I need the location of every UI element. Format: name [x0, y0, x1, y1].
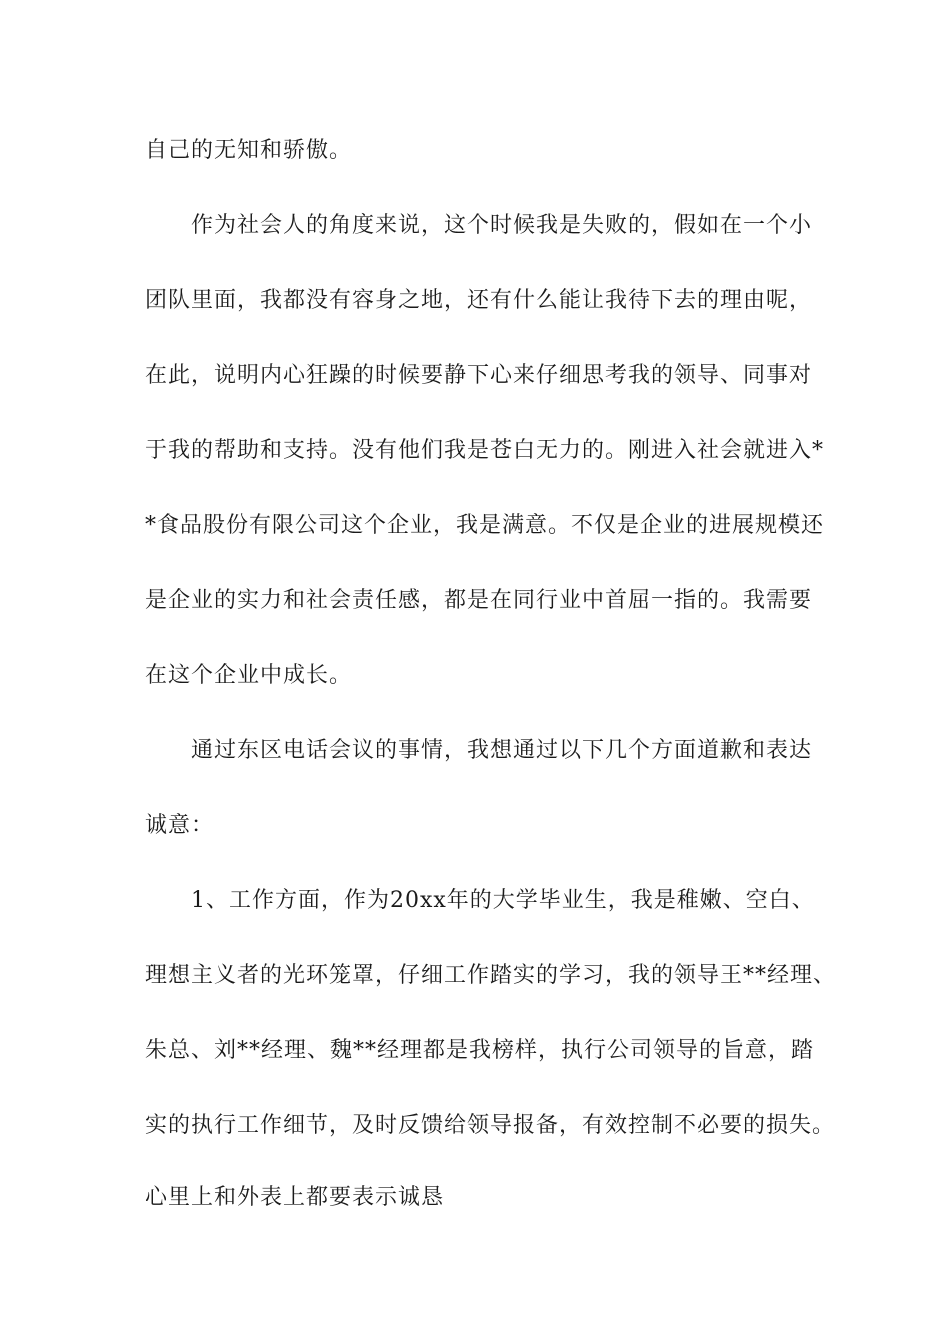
text-line: 自己的无知和骄傲。 — [145, 138, 353, 163]
text-line: 诚意： — [145, 813, 215, 838]
text-line: 实的执行工作细节，及时反馈给领导报备，有效控制不必要的损失。 — [145, 1113, 836, 1138]
text-line: 是企业的实力和社会责任感，都是在同行业中首屈一指的。我需要 — [145, 588, 813, 613]
text-line: 理想主义者的光环笼罩，仔细工作踏实的学习，我的领导王**经理、 — [145, 963, 837, 988]
paragraph-start-line: 作为社会人的角度来说，这个时候我是失败的，假如在一个小 — [191, 213, 813, 238]
paragraph-start-line: 通过东区电话会议的事情，我想通过以下几个方面道歉和表达 — [191, 738, 813, 763]
text-line: 心里上和外表上都要表示诚恳 — [145, 1185, 445, 1210]
text-line: 在此，说明内心狂躁的时候要静下心来仔细思考我的领导、同事对 — [145, 363, 813, 388]
text-line: 团队里面，我都没有容身之地，还有什么能让我待下去的理由呢， — [145, 288, 813, 313]
text-line: 在这个企业中成长。 — [145, 663, 353, 688]
text-line: 朱总、刘**经理、魏**经理都是我榜样，执行公司领导的旨意，踏 — [145, 1038, 815, 1063]
paragraph-start-line: 1、工作方面，作为20xx年的大学毕业生，我是稚嫩、空白、 — [191, 888, 815, 913]
text-line: *食品股份有限公司这个企业，我是满意。不仅是企业的进展规模还 — [145, 513, 825, 538]
text-line: 于我的帮助和支持。没有他们我是苍白无力的。刚进入社会就进入* — [145, 438, 825, 463]
